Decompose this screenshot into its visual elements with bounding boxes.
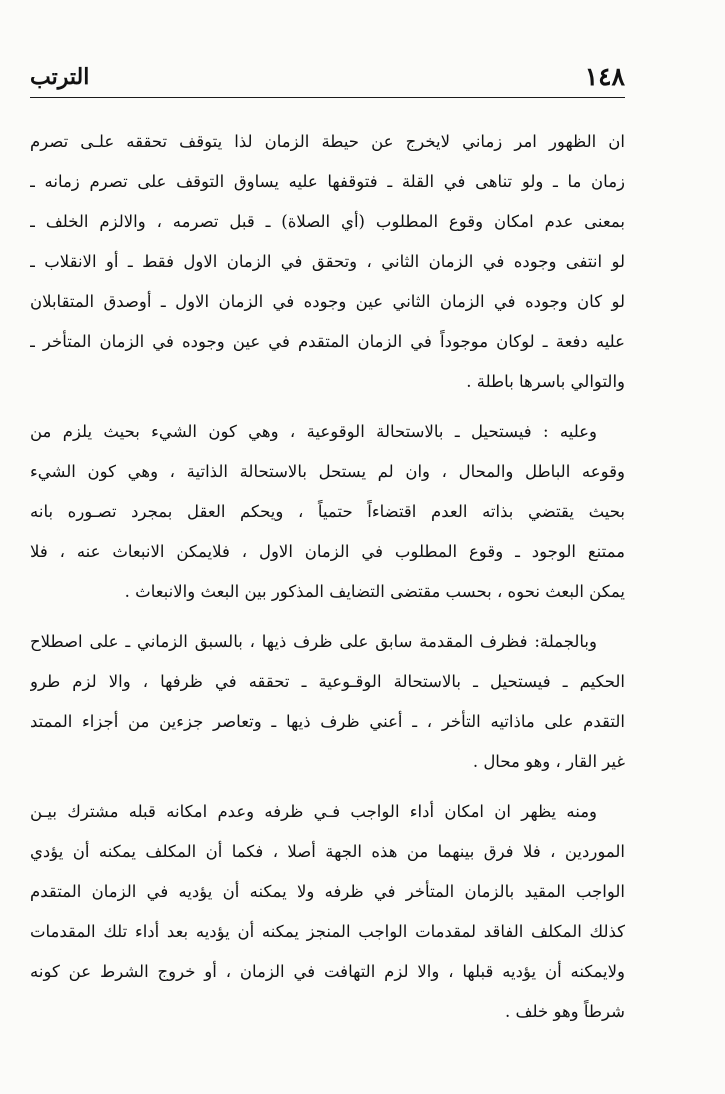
page-header: [30, 58, 625, 98]
paragraph: [30, 792, 625, 1032]
page-number: ١٤٨: [584, 62, 625, 91]
text-line: الحكيم ـ فيستحيل ـ بالاستحالة الوقـوعية ـ تحققه في ظرفها ، والا لزم طرو: [30, 672, 625, 691]
text-line: عليه دفعة ـ لوكان موجوداً في الزمان المتقدم في عين وجوده في الزمان المتأخر ـ: [30, 332, 625, 351]
text-line: وبالجملة: فظرف المقدمة سابق على ظرف ذيها ، بالسبق الزماني ـ على اصطلاح: [30, 632, 597, 651]
text-line: ممتنع الوجود ـ وقوع المطلوب في الزمان الاول ، فلايمكن الانبعاث عنه ، فلا: [30, 542, 625, 561]
text-line: والتوالي باسرها باطلة .: [466, 372, 625, 391]
text-line: كذلك المكلف الفاقد لمقدمات الواجب المنجز يمكنه أن يؤديه بعد أداء تلك المقدمات: [30, 922, 625, 941]
text-line: ولايمكنه أن يؤديه قبلها ، والا لزم التهافت في الزمان ، أو خروج الشرط عن كونه: [30, 962, 625, 981]
text-line: شرطاً وهو خلف .: [504, 1002, 625, 1021]
text-line: يمكن البعث نحوه ، بحسب مقتضى التضايف المذكور بين البعث والانبعاث .: [124, 582, 625, 601]
text-line: التقدم على ماذاتيه التأخر ، ـ أعني ظرف ذيها ـ وتعاصر جزءين من أجزاء الممتد: [30, 712, 625, 731]
text-line: ان الظهور امر زماني لايخرج عن حيطة الزمان لذا يتوقف تحققه علـى تصرم: [30, 132, 625, 151]
text-line: لو انتفى وجوده في الزمان الثاني ، وتحقق في الزمان الاول فقط ـ أو الانقلاب ـ: [30, 252, 625, 271]
body-text: [30, 122, 625, 1032]
paragraph: [30, 622, 625, 782]
text-line: الواجب المقيد بالزمان المتأخر في ظرفه ولا يمكنه أن يؤديه في الزمان المتقدم: [30, 882, 625, 901]
text-line: ومنه يظهر ان امكان أداء الواجب فـي ظرفه وعدم امكانه قبله مشترك بيـن: [30, 802, 597, 821]
text-line: وعليه : فيستحيل ـ بالاستحالة الوقوعية ، وهي كون الشيء بحيث يلزم من: [30, 422, 597, 441]
paragraph: [30, 122, 625, 402]
header-rule: [30, 97, 625, 98]
text-line: وقوعه الباطل والمحال ، وان لم يستحل بالاستحالة الذاتية ، وهي كون الشيء: [30, 462, 625, 481]
text-line: بحيث يقتضي بذاته العدم اقتضاءاً حتمياً ، ويحكم العقل بمجرد تصـوره بانه: [30, 502, 625, 521]
running-title: الترتب: [30, 64, 90, 90]
text-line: بمعنى عدم امكان وقوع المطلوب (أي الصلاة) ـ قبل تصرمه ، والالزم الخلف ـ: [30, 212, 625, 231]
text-line: زمان ما ـ ولو تناهى في القلة ـ فتوقفها عليه يساوق التوقف على تصرم زمانه ـ: [30, 172, 625, 191]
paragraph: [30, 412, 625, 612]
text-line: لو كان وجوده في الزمان الثاني عين وجوده في الزمان الاول ـ أوصدق المتقابلان: [30, 292, 625, 311]
text-line: غير القار ، وهو محال .: [472, 752, 625, 771]
text-line: الموردين ، فلا فرق بينهما من هذه الجهة أصلا ، فكما أن المكلف يمكنه أن يؤدي: [30, 842, 625, 861]
